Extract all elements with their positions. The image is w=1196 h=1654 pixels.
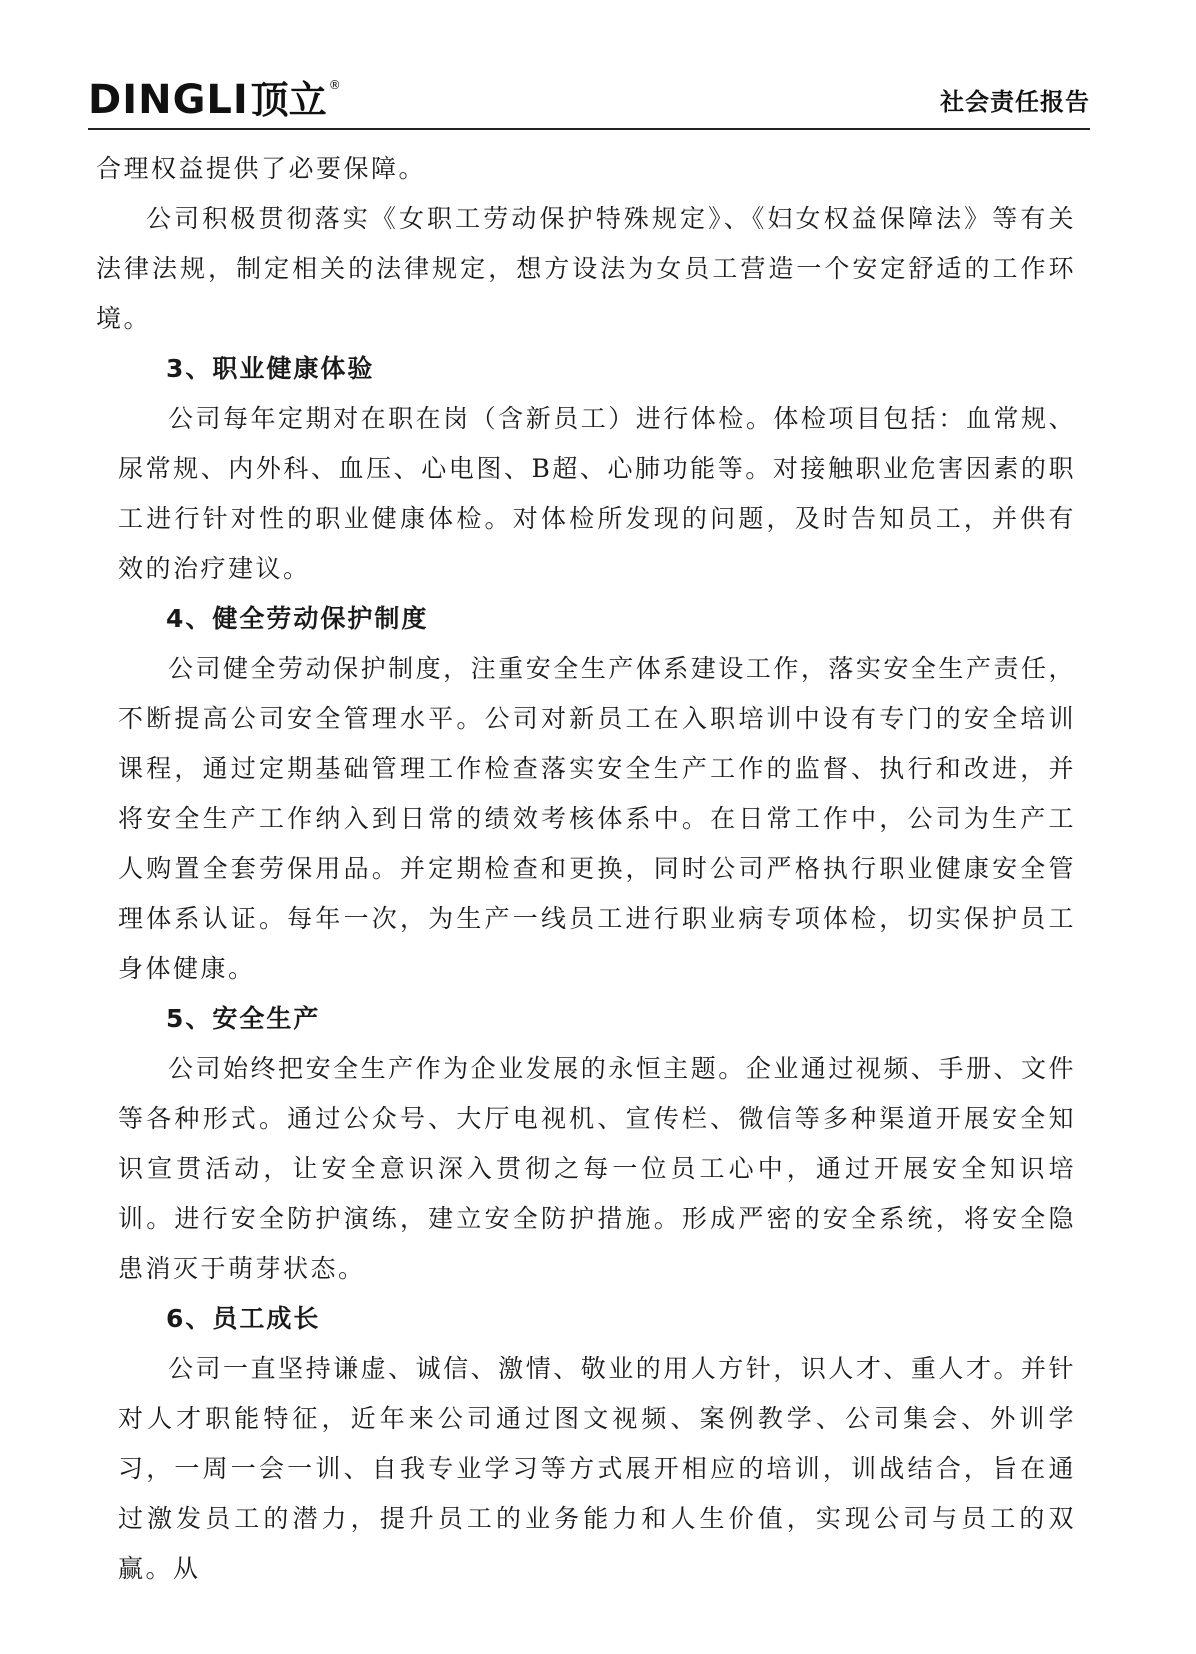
logo-chinese: 顶立 (250, 78, 327, 122)
section-heading-4: 4、健全劳动保护制度 (166, 604, 429, 633)
page-body (96, 144, 1076, 1594)
paragraph-female-workers: 公司积极贯彻落实《女职工劳动保护特殊规定》、《妇女权益保障法》等有关法律法规，制定相关的法律规定，想方设法为女员工营造一个安定舒适的工作环境。 (96, 204, 1076, 333)
header-divider (88, 128, 1090, 130)
section-heading-6: 6、员工成长 (166, 1304, 321, 1333)
paragraph-safety-production: 公司始终把安全生产作为企业发展的永恒主题。企业通过视频、手册、文件等各种形式。通过公众号、大厅电视机、宣传栏、微信等多种渠道开展安全知识宣贯活动，让安全意识深入贯彻之每一位员工心中，通过开展安全知识培训。进行安全防护演练，建立安全防护措施。形成严密的安全系统，将安全隐患消灭于萌芽状态。 (118, 1054, 1076, 1283)
company-logo (88, 78, 341, 122)
section-heading-3: 3、职业健康体验 (166, 354, 375, 383)
paragraph-continuation: 合理权益提供了必要保障。 (96, 154, 427, 183)
paragraph-health-exam: 公司每年定期对在职在岗（含新员工）进行体检。体检项目包括：血常规、尿常规、内外科、血压、心电图、B超、心肺功能等。对接触职业危害因素的职工进行针对性的职业健康体检。对体检所发现的问题，及时告知员工，并供有效的治疗建议。 (118, 404, 1076, 583)
page-header (88, 70, 1090, 130)
paragraph-employee-growth: 公司一直坚持谦虚、诚信、激情、敬业的用人方针，识人才、重人才。并针对人才职能特征，近年来公司通过图文视频、案例教学、公司集会、外训学习，一周一会一训、自我专业学习等方式展开相应的培训，训战结合，旨在通过激发员工的潜力，提升员工的业务能力和人生价值，实现公司与员工的双赢。从 (118, 1354, 1076, 1583)
report-title: 社会责任报告 (940, 88, 1090, 116)
section-heading-5: 5、安全生产 (166, 1004, 321, 1033)
paragraph-labor-protection: 公司健全劳动保护制度，注重安全生产体系建设工作，落实安全生产责任，不断提高公司安全管理水平。公司对新员工在入职培训中设有专门的安全培训课程，通过定期基础管理工作检查落实安全生产工作的监督、执行和改进，并将安全生产工作纳入到日常的绩效考核体系中。在日常工作中，公司为生产工人购置全套劳保用品。并定期检查和更换，同时公司严格执行职业健康安全管理体系认证。每年一次，为生产一线员工进行职业病专项体检，切实保护员工身体健康。 (118, 654, 1076, 983)
logo-english: DINGLI (88, 77, 249, 123)
registered-mark: ® (328, 78, 341, 92)
